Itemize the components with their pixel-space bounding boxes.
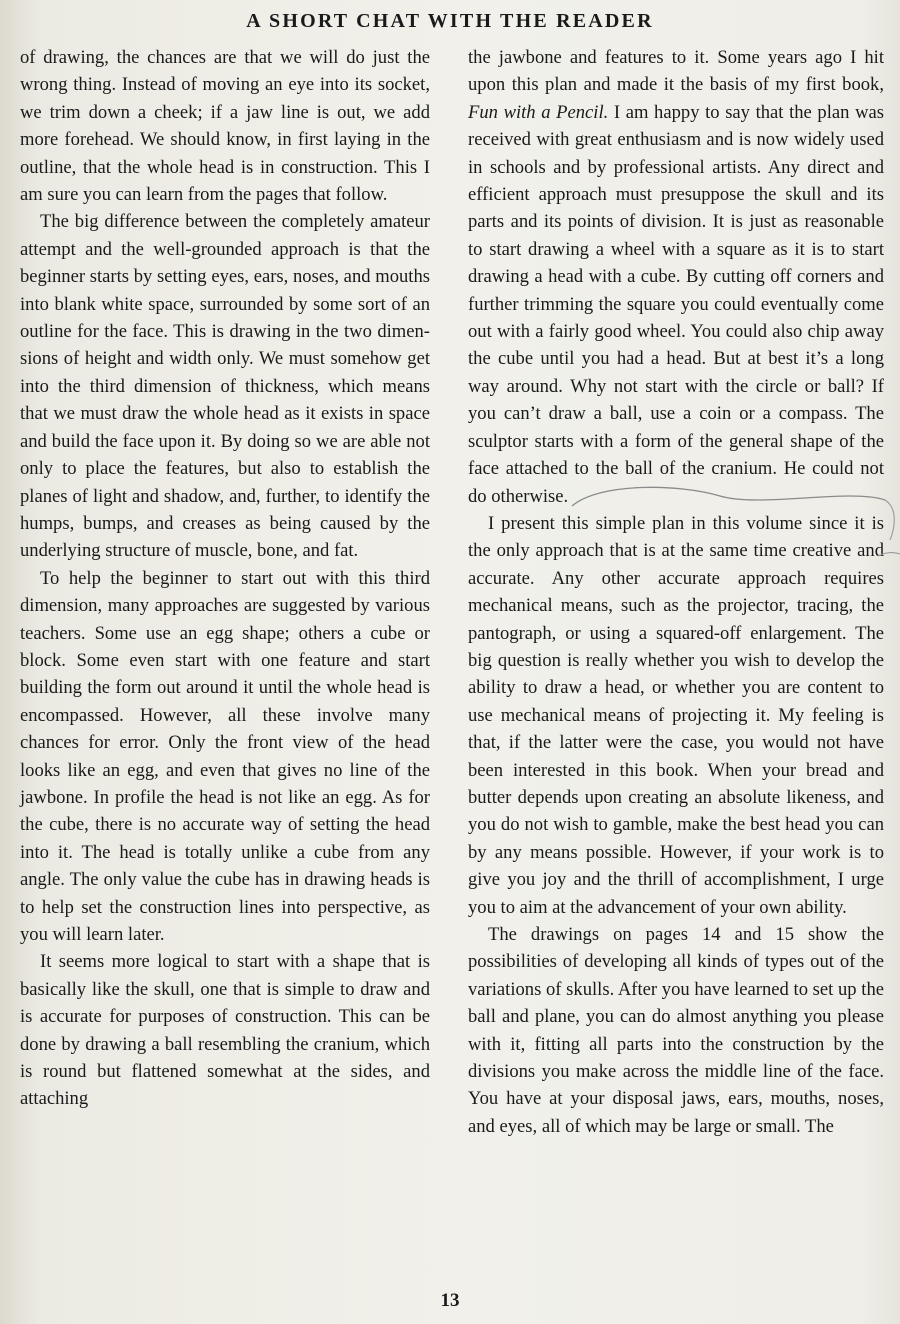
paragraph: To help the beginner to start out with this third dimension, many approaches are suggested by various teachers. Some use an egg shape; others a cube or block. Some even start with one feature and start building the form out around it until the whole head is encompassed. However, all these involve many chances for error. Only the front view of the head looks like an egg, and even that gives no line of the jawbone. In profile the head is not like an egg. As for the cube, there is no accurate way of setting the head into it. The head is totally unlike a cube from any angle. The only value the cube has in drawing heads is to help set the construction lines into perspective, as you will learn later. (20, 567, 430, 945)
book-title: Fun with a Pencil. (468, 101, 609, 123)
paragraph: I present this simple plan in this volume since it is the only approach that is at the same time creative and accurate. Any other accurate approach requires mechanical means, such as the projector, tracing, the pantograph, or using a squared-off enlargement. The big question is really whether you wish to develop the ability to draw a head, or whether you are content to use mechanical means of projecting it. My feeling is that, if the latter were the case, you would not have been interested in this book. When your bread and butter depends upon creating an absolute likeness, and you do not wish to gamble, make the best head you can by any means possible. However, if your work is to give you joy and the thrill of accomplishment, I urge you to aim at the advancement of your own ability. (468, 512, 884, 918)
running-head: A SHORT CHAT WITH THE READER (246, 10, 654, 32)
paragraph: of drawing, the chances are that we will do just the wrong thing. Instead of moving an eye into its socket, we trim down a cheek; if a jaw line is out, we add more forehead. We should know, in first laying in the outline, that the whole head is in construction. This I am sure you can learn from the pages that follow. (20, 47, 430, 206)
right-column (468, 44, 884, 1140)
paragraph: The big difference between the completely amateur attempt and the well-grounded approach is that the beginner starts by setting eyes, ears, noses, and mouths into blank white space, surrounded by some sort of an outline for the face. This is drawing in the two dimensions of height and width only. We must somehow get into the third dimension of thickness, which means that we must draw the whole head as it exists in space and build the face upon it. By doing so we are able not only to place the features, but also to establish the planes of light and shadow, and, further, to identify the humps, bumps, and creases as being caused by the underlying structure of muscle, bone, and fat. (20, 211, 430, 562)
text-run: the jawbone and features to it. Some years ago I hit upon this plan and made it the basis of my first book, (468, 47, 884, 96)
text-run: I am happy to say that the plan was received with great enthusiasm and is now widely used in schools and by professional artists. Any direct and efficient approach must presuppose the skull and its parts and its points of division. It is just as reasonable to start drawing a wheel with a square as it is to start drawing a head with a cube. By cutting off corners and further trimming the square you could eventually come out with a fairly good wheel. You could also chip away the cube until you had a head. But at best it’s a long way around. Why not start with the circle or ball? If you can’t draw a ball, use a coin or a compass. The sculptor starts with a form of the general shape of the face attached to the ball of the cranium. He could not do otherwise. (468, 101, 884, 507)
paragraph: It seems more logical to start with a shape that is basically like the skull, one that is simple to draw and is accurate for purposes of construction. This can be done by drawing a ball resembling the cranium, which is round but flattened somewhat at the sides, and attaching (20, 951, 430, 1110)
page-number: 13 (440, 1290, 460, 1311)
left-column (20, 44, 430, 1113)
paragraph (468, 44, 884, 510)
paragraph: The drawings on pages 14 and 15 show the possibilities of developing all kinds of types out of the variations of skulls. After you have learned to set up the ball and plane, you can do almost anything you please with it, fitting all parts into the construction by the divisions you make across the middle line of the face. You have at your disposal jaws, ears, mouths, noses, and eyes, all of which may be large or small. The (468, 924, 884, 1137)
